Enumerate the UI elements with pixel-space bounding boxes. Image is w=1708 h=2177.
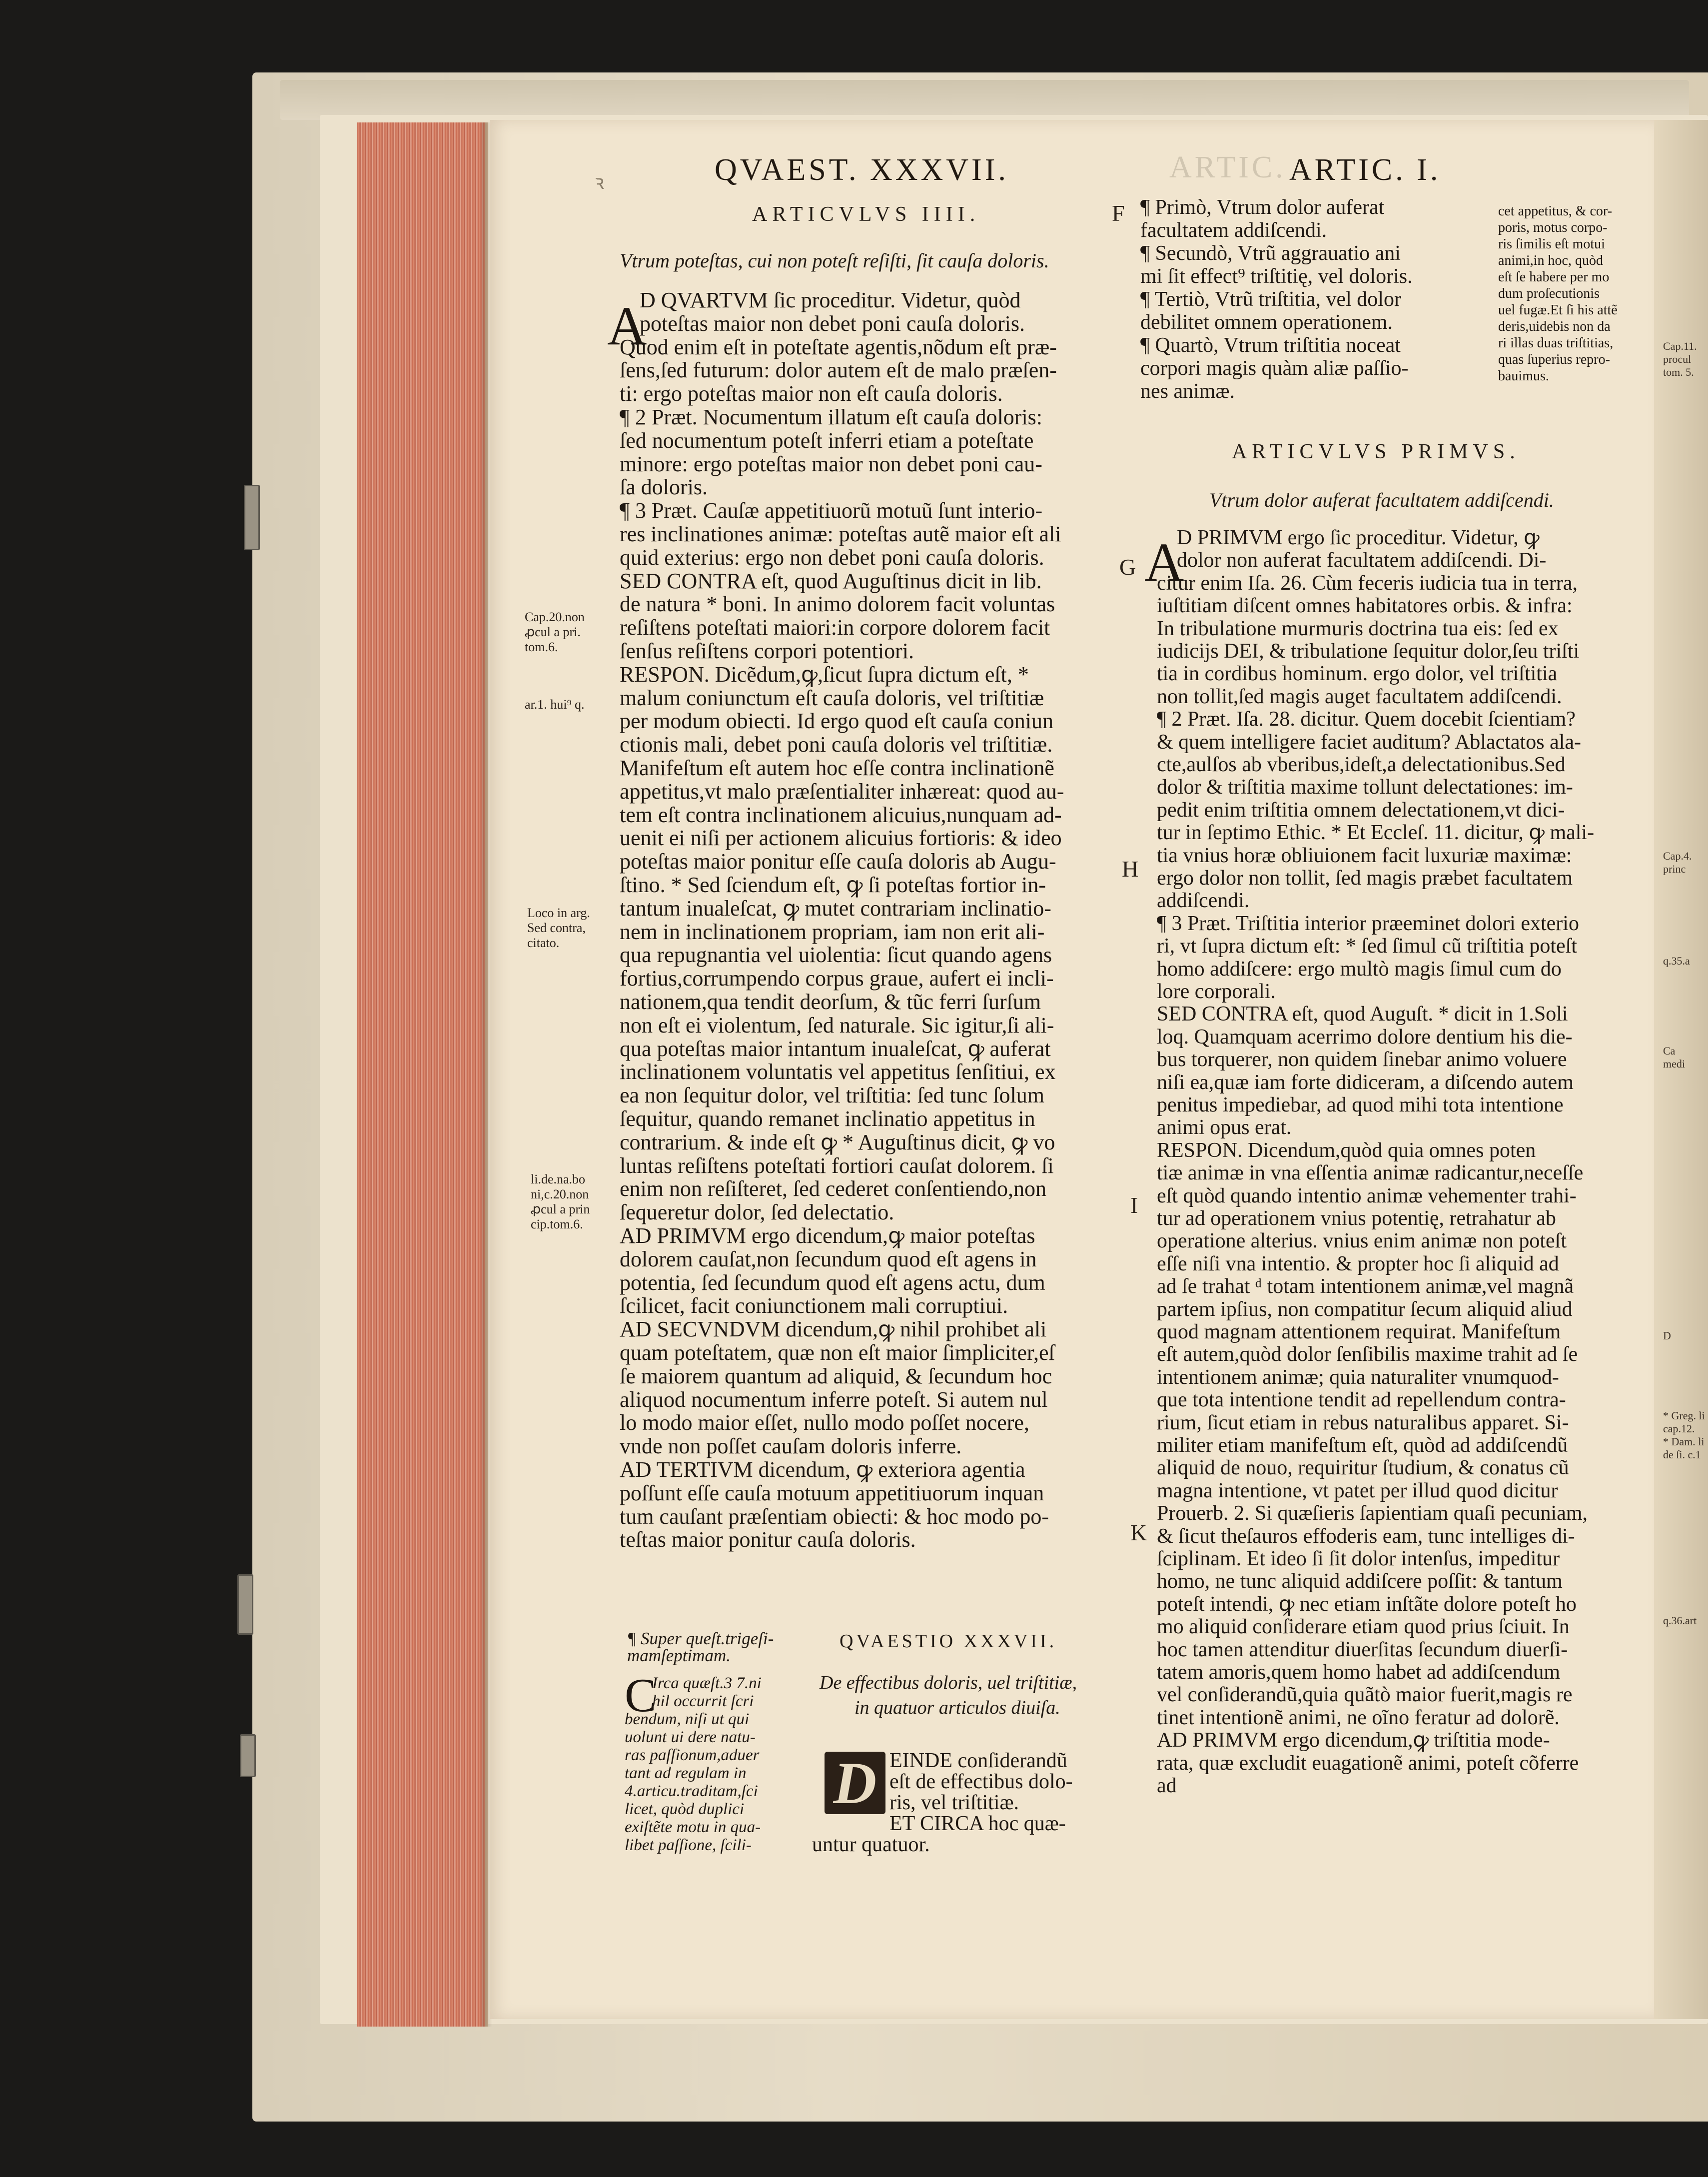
commentary-line: libet paſſione, ſcili- — [625, 1836, 752, 1854]
body-line: ſe maiorem quantum ad aliquid, & ſecundum hoc — [620, 1363, 1052, 1388]
body-line: tur ad operationem vnius potentię, retrahatur ab — [1157, 1207, 1556, 1230]
body-line: AD PRIMVM ergo dicendum,ꝙ maior poteſtas — [620, 1223, 1035, 1248]
body-line: enim non reſiſteret, ſed cederet conſentiendo,non — [620, 1176, 1047, 1201]
body-line: iuſtitiam diſcent omnes habitatores orbis. & infra: — [1157, 594, 1573, 618]
body-line: tia vnius horæ obliuionem facit luxuriæ maximæ: — [1157, 844, 1572, 867]
body-line: ergo dolor non tollit, ſed magis præbet facultatem — [1157, 867, 1573, 890]
commentary-line: ras paſſionum,aduer — [625, 1746, 760, 1764]
body-line: hoc tamen attenditur diuerſitas ſecundum diuerſi- — [1157, 1638, 1568, 1661]
body-line: mo aliquid conſiderare etiam quod prius ſciuit. In — [1157, 1615, 1570, 1639]
body-line: ¶ 3 Præt. Cauſæ appetitiuorũ motuũ ſunt interio- — [620, 498, 1043, 523]
side-note-line: uel fugæ.Et ſi his attẽ — [1498, 302, 1618, 318]
body-line: vel conſiderandũ,quia quãtò maior fuerit,magis re — [1157, 1683, 1573, 1707]
side-note-line: animi,in hoc, quòd — [1498, 253, 1603, 268]
body-line: ſenſus reſiſtens corpori potentiori. — [620, 639, 914, 663]
body-line: tem eſt contra inclinationem alicuius,nunquam ad- — [620, 802, 1062, 827]
body-line: lore corporali. — [1157, 980, 1276, 1003]
intro-line: nes animæ. — [1140, 380, 1235, 403]
book-clasp-upper — [244, 485, 260, 550]
commentary-line: uolunt ui dere natu- — [625, 1728, 756, 1746]
running-head-question: QVAEST. XXXVII. — [715, 153, 1009, 187]
article-iv-title: ARTICVLVS IIII. — [752, 203, 980, 226]
body-line: RESPON. Dicendum,quòd quia omnes poten — [1157, 1138, 1536, 1162]
body-line: eſt quòd quando intentio animæ vehementer trahi- — [1157, 1184, 1577, 1207]
article-iv-initial: A — [607, 295, 647, 356]
edge-note: D — [1663, 1329, 1671, 1342]
body-line: tatem amoris,quem homo habet ad addiſcendum — [1157, 1661, 1561, 1684]
section-letter: G — [1119, 554, 1136, 580]
body-line: intentionem animæ; quia naturaliter vnumquod- — [1157, 1365, 1559, 1389]
body-line: minore: ergo poteſtas maior non debet poni cau- — [620, 451, 1042, 476]
body-line: poteſt intendi, ꝙ nec etiam inſtãte dolore poteſt ho — [1157, 1592, 1577, 1616]
body-line: RESPON. Dicẽdum,ꝙ,ſicut ſupra dictum eſt, * — [620, 662, 1029, 687]
body-line: & ſicut theſauros effoderis eam, tunc intelliges di- — [1157, 1524, 1575, 1548]
body-line: pedit enim triſtitia omnem delectationem,vt dici- — [1157, 798, 1565, 822]
intro-line: mi ſit effect⁹ triſtitię, vel doloris. — [1140, 265, 1413, 288]
body-line: quod magnam attentionem requirat. Manifeſtum — [1157, 1320, 1561, 1343]
article-i-question: Vtrum dolor auferat facultatem addiſcendi. — [1209, 489, 1554, 511]
decorated-initial — [825, 1752, 885, 1814]
body-line: lo modo maior eſſet, nullo modo poſſet nocere, — [620, 1410, 1029, 1435]
body-line: luntas reſiſtens poteſtati fortiori cauſat dolorem. ſi — [620, 1153, 1054, 1178]
body-line: ¶ 2 Præt. Iſa. 28. dicitur. Quem docebit ſcientiam? — [1157, 708, 1576, 731]
intro-line: debilitet omnem operationem. — [1140, 311, 1393, 334]
body-line: tiæ animæ in vna eſſentia animæ radicantur,neceſſe — [1157, 1161, 1584, 1185]
book-clasp-lower — [237, 1574, 253, 1635]
body-line: ¶ 3 Præt. Triſtitia interior præeminet dolori exterio — [1157, 912, 1579, 935]
commentary-line: 4.articu.traditam,ſci — [625, 1782, 758, 1800]
body-line: ſequitur, quando remanet inclinatio appetitus in — [620, 1106, 1035, 1131]
body-line: quid exterius: ergo non debet poni cauſa doloris. — [620, 545, 1044, 570]
commentary-line: Irca quæſt.3 7.ni — [652, 1674, 762, 1692]
body-line: tia in cordibus hominum. ergo dolor, vel triſtitia — [1157, 662, 1558, 686]
body-line: fortius,corrumpendo corpus graue, aufert ei incli- — [620, 966, 1054, 991]
commentary-initial: C — [625, 1669, 657, 1722]
body-line: de natura * boni. In animo dolorem facit voluntas — [620, 592, 1055, 617]
body-line: res inclinationes animæ: poteſtas autẽ maior eſt ali — [620, 522, 1061, 546]
body-line: eſt autem,quòd dolor ſenſibilis maxime trahit ad ſe — [1157, 1343, 1578, 1366]
margin-note: Cap.20.non ꝓcul a pri. tom.6. — [525, 610, 585, 654]
side-note-line: quas ſuperius repro- — [1498, 352, 1610, 367]
side-note-line: eſt ſe habere per mo — [1498, 269, 1610, 285]
bleed-through-text: ARTIC. — [1169, 150, 1286, 184]
body-line: rata, quæ excludit euagationẽ animi, poteſt cõferre — [1157, 1751, 1579, 1775]
body-line: contrarium. & inde eſt ꝙ * Auguſtinus dicit, ꝙ vo — [620, 1129, 1055, 1154]
commentary-line: bendum, niſi ut qui — [625, 1710, 750, 1728]
side-note-line: ris ſimilis eſt motui — [1498, 236, 1605, 252]
margin-note: Loco in arg. Sed contra, citato. — [527, 906, 590, 950]
body-line: Quod enim eſt in poteſtate agentis,nõdum eſt præ- — [620, 334, 1057, 359]
body-line: qua repugnantia vel uiolentia: ſicut quando agens — [620, 943, 1052, 968]
edge-note: Ca medi — [1663, 1045, 1685, 1070]
body-line: ea non ſequitur dolor, vel triſtitia: ſed tunc ſolum — [620, 1083, 1044, 1108]
side-note-line: dum proſecutionis — [1498, 286, 1600, 301]
body-line: homo, ne tunc aliquid addiſcere poſſit: & tantum — [1157, 1570, 1563, 1593]
body-line: AD PRIMVM ergo dicendum,ꝙ triſtitia mode- — [1157, 1729, 1550, 1752]
commentary-heading: ¶ Super queſt.trigeſi- mamſeptimam. — [627, 1629, 774, 1665]
body-line: niſi ea,quæ iam forte didiceram, a diſcendo autem — [1157, 1071, 1574, 1094]
body-line: Prouerb. 2. Si quæſieris ſapientiam quaſi pecuniam, — [1157, 1502, 1588, 1525]
edge-note: Cap.11. procul tom. 5. — [1663, 340, 1697, 378]
body-line: AD TERTIVM dicendum, ꝙ exteriora agentia — [620, 1457, 1025, 1482]
body-line: ri, vt ſupra dictum eſt: * ſed ſimul cũ triſtitia poteſt — [1157, 935, 1578, 958]
edge-note: q.36.art — [1663, 1614, 1697, 1627]
commentary-line: licet, quòd duplici — [625, 1800, 745, 1818]
body-line: aliquid de nouo, requiritur ſtudium, & conatus cũ — [1157, 1456, 1569, 1480]
body-line: ti: ergo poteſtas maior non eſt cauſa doloris. — [620, 381, 1003, 406]
body-line: malum coniunctum eſt cauſa doloris, vel triſtitiæ — [620, 685, 1044, 710]
body-line: dolor & triſtitia maxime tollunt delectationes: im- — [1157, 776, 1573, 799]
body-line: ſciplinam. Et ideo ſi ſit dolor intenſus, impeditur — [1157, 1547, 1560, 1570]
body-line: penitus impediebar, ad quod mihi tota intentione — [1157, 1093, 1564, 1116]
body-line: In tribulatione murmuris doctrina tua eis: ſed ex — [1157, 617, 1559, 640]
body-line: tinet intentionẽ animi, ne oĩno feratur ad dolorẽ. — [1157, 1706, 1560, 1729]
body-line: citur enim Iſa. 26. Cùm feceris iudicia tua in terra, — [1157, 571, 1578, 595]
body-line: partem ipſius, non compatitur ſecum aliquid aliud — [1157, 1297, 1573, 1321]
body-line: teſtas maior ponitur cauſa doloris. — [620, 1527, 916, 1552]
body-line: poteſtas maior ponitur eſſe cauſa doloris ab Augu- — [620, 849, 1056, 874]
section-letter: K — [1130, 1520, 1147, 1545]
page-mark: ꝛ — [595, 171, 604, 193]
body-line: ſcilicet, facit coniunctionem mali corruptiui. — [620, 1293, 1008, 1318]
body-line: non tollit,ſed magis auget facultatem addiſcendi. — [1157, 685, 1562, 708]
side-note-line: ri illas duas triſtitias, — [1498, 335, 1614, 351]
body-line: poteſtas maior non debet poni cauſa doloris. — [640, 311, 1025, 336]
body-line: ad ſe trahat ᵈ totam intentionem animæ,vel magnã — [1157, 1275, 1574, 1298]
body-line: inclinationem voluntatis vel appetitus ſenſitiui, ex — [620, 1060, 1056, 1085]
body-line: addiſcendi. — [1157, 889, 1250, 913]
body-line: ctionis mali, debet poni cauſa doloris vel triſtitiæ. — [620, 732, 1053, 757]
section-letter: I — [1130, 1192, 1138, 1218]
question-37-title: QVAESTIO XXXVII. — [840, 1631, 1057, 1652]
body-line: appetitus,vt malo præſentialiter inhæreat: quod au- — [620, 779, 1064, 804]
question-37-line: EINDE conſiderandũ — [889, 1749, 1067, 1772]
body-line: poſſunt eſſe cauſa motuum appetitiuorum inquan — [620, 1480, 1044, 1505]
body-line: que tota intentione tendit ad repellendum contra- — [1157, 1388, 1566, 1412]
edge-note: Cap.4. princ — [1663, 850, 1692, 875]
side-note-line: cet appetitus, & cor- — [1498, 203, 1613, 219]
body-line: quam poteſtatem, quæ non eſt maior ſimpliciter,eſ — [620, 1340, 1055, 1365]
body-line: nem in inclinationem propriam, iam non erit ali- — [620, 919, 1045, 944]
body-line: ¶ 2 Præt. Nocumentum illatum eſt cauſa doloris: — [620, 405, 1043, 429]
body-line: nationem,qua tendit deorſum, & tũc ferri ſurſum — [620, 990, 1041, 1014]
question-37-subtitle: in quatuor articulos diuiſa. — [854, 1697, 1060, 1718]
edge-note: q.35.a — [1663, 955, 1690, 967]
body-line: homo addiſcere: ergo multò magis ſimul cum do — [1157, 957, 1562, 981]
body-line: vnde non poſſet cauſam doloris inferre. — [620, 1434, 962, 1459]
question-37-line: eſt de effectibus dolo- — [889, 1770, 1073, 1793]
body-line: aliquod nocumentum inferre poteſt. Si autem nul — [620, 1387, 1048, 1412]
body-line: operatione alterius. vnius enim animæ non poteſt — [1157, 1229, 1567, 1253]
body-line: ſequeretur dolor, ſed delectatio. — [620, 1200, 894, 1225]
body-line: cte,aulſos ab vberibus,ideſt,a delectationibus.Sed — [1157, 753, 1566, 776]
commentary-line: exiſtẽte motu in qua- — [625, 1818, 761, 1836]
body-line: tantum inualeſcat, ꝙ mutet contrariam inclinatio- — [620, 896, 1051, 921]
body-line: rium, ſicut etiam in rebus naturalibus apparet. Si- — [1157, 1411, 1569, 1434]
intro-line: ¶ Primò, Vtrum dolor auferat — [1140, 196, 1385, 219]
question-37-line: ET CIRCA hoc quæ- — [889, 1812, 1066, 1835]
body-line: bus torquerer, non quidem ſinebar animo voluere — [1157, 1048, 1567, 1072]
book-top-edge — [280, 80, 1689, 120]
body-line: dolorem cauſat,non ſecundum quod eſt agens in — [620, 1246, 1037, 1271]
intro-line: ¶ Secundò, Vtrũ aggrauatio ani — [1140, 242, 1401, 265]
body-line: SED CONTRA eſt, quod Auguſt. * dicit in 1.Soli — [1157, 1003, 1568, 1026]
body-line: ſa doloris. — [620, 475, 708, 500]
section-letter: F — [1112, 200, 1125, 226]
body-line: potentia, ſed ſecundum quod eſt agens actu, dum — [620, 1270, 1045, 1295]
article-i-initial: A — [1144, 532, 1184, 593]
body-line: non eſt ei violentum, ſed naturale. Sic igitur,ſi ali- — [620, 1013, 1054, 1038]
question-37-line: ris, vel triſtitiæ. — [889, 1791, 1019, 1814]
margin-note: li.de.na.bo ni,c.20.non ꝓcul a prin cip.tom.6. — [531, 1172, 590, 1231]
body-line: ſens,ſed futurum: dolor autem eſt de malo præſen- — [620, 358, 1057, 383]
running-head-article: ARTIC. I. — [1289, 153, 1441, 187]
body-line: D QVARTVM ſic proceditur. Videtur, quòd — [640, 288, 1021, 312]
side-note-line: bauimus. — [1498, 368, 1549, 384]
body-line: & quem intelligere faciet auditum? Ablactatos ala- — [1157, 730, 1582, 754]
article-iv-question: Vtrum poteſtas, cui non poteſt reſiſti, ſit cauſa doloris. — [620, 249, 1049, 272]
side-note-line: poris, motus corpo- — [1498, 220, 1608, 235]
body-line: SED CONTRA eſt, quod Auguſtinus dicit in lib. — [620, 568, 1042, 593]
article-i-title: ARTICVLVS PRIMVS. — [1232, 440, 1520, 463]
intro-line: corpori magis quàm aliæ paſſio- — [1140, 357, 1409, 380]
intro-line: ¶ Quartò, Vtrum triſtitia noceat — [1140, 334, 1401, 357]
body-line: per modum obiecti. Id ergo quod eſt cauſa coniun — [620, 709, 1053, 734]
intro-line: facultatem addiſcendi. — [1140, 219, 1327, 242]
margin-note: ar.1. hui⁹ q. — [525, 697, 585, 712]
commentary-line: tant ad regulam in — [625, 1764, 747, 1782]
question-37-line: untur quatuor. — [812, 1833, 930, 1856]
commentary-line: hil occurrit ſcri — [652, 1692, 754, 1710]
body-line: tur in ſeptimo Ethic. * Et Eccleſ. 11. dicitur, ꝙ mali- — [1157, 821, 1595, 845]
body-line: AD SECVNDVM dicendum,ꝙ nihil prohibet ali — [620, 1317, 1047, 1342]
body-line: tum cauſant præſentiam obiecti: & hoc modo po- — [620, 1504, 1049, 1529]
body-line: D PRIMVM ergo ſic proceditur. Videtur, ꝙ — [1177, 526, 1540, 549]
body-line: qua poteſtas maior intantum inualeſcat, ꝙ auferat — [620, 1036, 1051, 1061]
body-line: ad — [1157, 1774, 1177, 1797]
body-line: loq. Quamquam acerrimo dolore dentium his die- — [1157, 1025, 1573, 1049]
body-line: Manifeſtum eſt autem hoc eſſe contra inclinationẽ — [620, 756, 1054, 780]
intro-line: ¶ Tertiò, Vtrũ triſtitia, vel dolor — [1140, 288, 1401, 311]
body-line: reſiſtens poteſtati maiori:in corpore dolorem facit — [620, 615, 1050, 640]
red-fore-edge — [357, 122, 488, 2027]
section-letter: H — [1122, 856, 1139, 882]
body-line: ſed nocumentum poteſt inferri etiam a poteſtate — [620, 428, 1034, 453]
body-line: magna intentione, vt patet per illud quod dicitur — [1157, 1479, 1558, 1502]
side-note-line: deris,uidebis non da — [1498, 319, 1611, 334]
body-line: dolor non auferat facultatem addiſcendi. Di- — [1177, 549, 1547, 572]
edge-note: * Greg. li cap.12. * Dam. li de ſi. c.1 — [1663, 1409, 1705, 1461]
body-line: animi opus erat. — [1157, 1116, 1292, 1139]
body-line: iudicijs DEI, & tribulatione ſequitur dolor,ſeu triſti — [1157, 640, 1580, 663]
body-line: ſtino. * Sed ſciendum eſt, ꝙ ſi poteſtas fortior in- — [620, 873, 1046, 897]
body-line: uenit ei niſi per actionem alicuius fortioris: & ideo — [620, 826, 1062, 851]
decorated-initial-letter: D — [833, 1750, 877, 1816]
body-line: eſſe niſi vna intentio. & propter hoc ſi aliquid ad — [1157, 1252, 1559, 1275]
question-37-subtitle: De effectibus doloris, uel triſtitiæ, — [820, 1672, 1077, 1693]
book-clasp-bottom — [240, 1734, 256, 1777]
body-line: militer etiam manifeſtum eſt, quòd ad addiſcendũ — [1157, 1434, 1568, 1457]
